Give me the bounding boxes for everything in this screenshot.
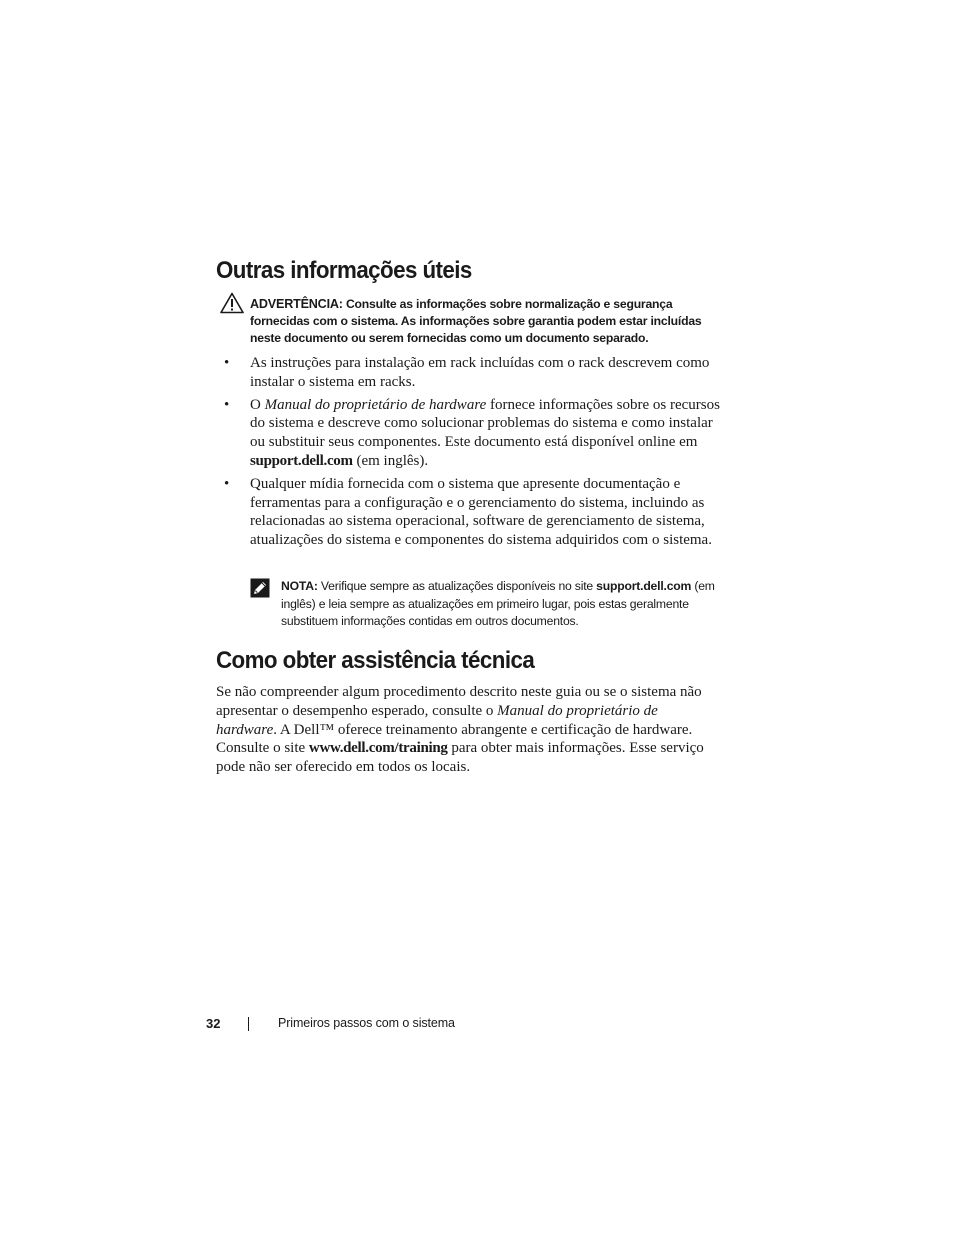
section-title-assistencia: Como obter assistência técnica — [216, 647, 535, 674]
support-link[interactable]: support.dell.com — [250, 452, 353, 469]
note-support-link[interactable]: support.dell.com — [596, 579, 692, 593]
list-item-text: (em inglês). — [352, 452, 429, 469]
list-item-text: Qualquer mídia fornecida com o sistema que apresente documentação e ferramentas para a configuração e o gerenciamento do sistema, incluindo as relacionadas ao sistema operacional, software de gerenciamento de sistema, atualizações do sistema e componentes do sistema adquiridos com o sistema. — [250, 475, 712, 549]
warning-box — [250, 296, 720, 347]
note-text: Verifique sempre as atualizações disponíveis no site — [320, 579, 597, 593]
note-pencil-icon — [250, 578, 270, 598]
warning-triangle-icon — [220, 292, 244, 314]
paragraph-text: Se não compreender algum procedimento descrito neste guia ou se o sistema não apresentar o desempenho esperado, consulte o — [216, 684, 702, 719]
list-item: • Qualquer mídia fornecida com o sistema que apresente documentação e ferramentas para a configuração e o gerenciamento do sistema, incluindo as relacionadas ao sistema operacional, software de gerenciamento de sistema, atualizações do sistema e componentes do sistema adquiridos com o sistema. — [224, 475, 712, 549]
list-item-text: fornece informações sobre os recursos do sistema e descreve como solucionar problemas do sistema e como instalar ou substituir seus componentes. Este documento está disponível online em — [250, 396, 720, 451]
warning-text: Consulte as informações sobre normalização e segurança fornecidas com o sistema. As informações sobre garantia podem estar incluídas neste documento ou serem fornecidas como um documento separado. — [250, 297, 702, 345]
warning-label: ADVERTÊNCIA: — [250, 297, 343, 311]
list-item: • As instruções para instalação em rack incluídas com o rack descrevem como instalar o sistema em racks. — [224, 355, 710, 390]
assistance-paragraph — [216, 683, 721, 777]
list-item-text: O — [250, 396, 265, 413]
note-label: NOTA: — [281, 579, 318, 593]
manual-title: Manual do proprietário de hardware — [216, 702, 658, 738]
note-box — [281, 578, 726, 631]
paragraph-text: . A Dell™ oferece treinamento abrangente e certificação de hardware. Consulte o site — [216, 721, 693, 757]
footer-divider — [248, 1017, 249, 1031]
note-text: (em inglês) e leia sempre as atualizações em primeiro lugar, pois estas geralmente substituem informações contidas em outros documentos. — [281, 579, 715, 628]
page-number: 32 — [206, 1016, 221, 1031]
training-link[interactable]: www.dell.com/training — [308, 740, 448, 757]
footer-section-title: Primeiros passos com o sistema — [278, 1016, 455, 1030]
section-title-outras: Outras informações úteis — [216, 257, 472, 284]
paragraph-text: para obter mais informações. Esse serviço pode não ser oferecido em todos os locais. — [216, 740, 704, 776]
list-item: • O Manual do proprietário de hardware fornece informações sobre os recursos do sistema e descreve como solucionar problemas do sistema e como instalar ou substituir seus componentes. Este documento está disponível online em support.dell.com (em inglês). — [224, 396, 720, 469]
manual-title: Manual do proprietário de hardware — [264, 396, 487, 413]
info-list — [224, 354, 724, 554]
list-item-text: As instruções para instalação em rack incluídas com o rack descrevem como instalar o sistema em racks. — [250, 355, 710, 390]
